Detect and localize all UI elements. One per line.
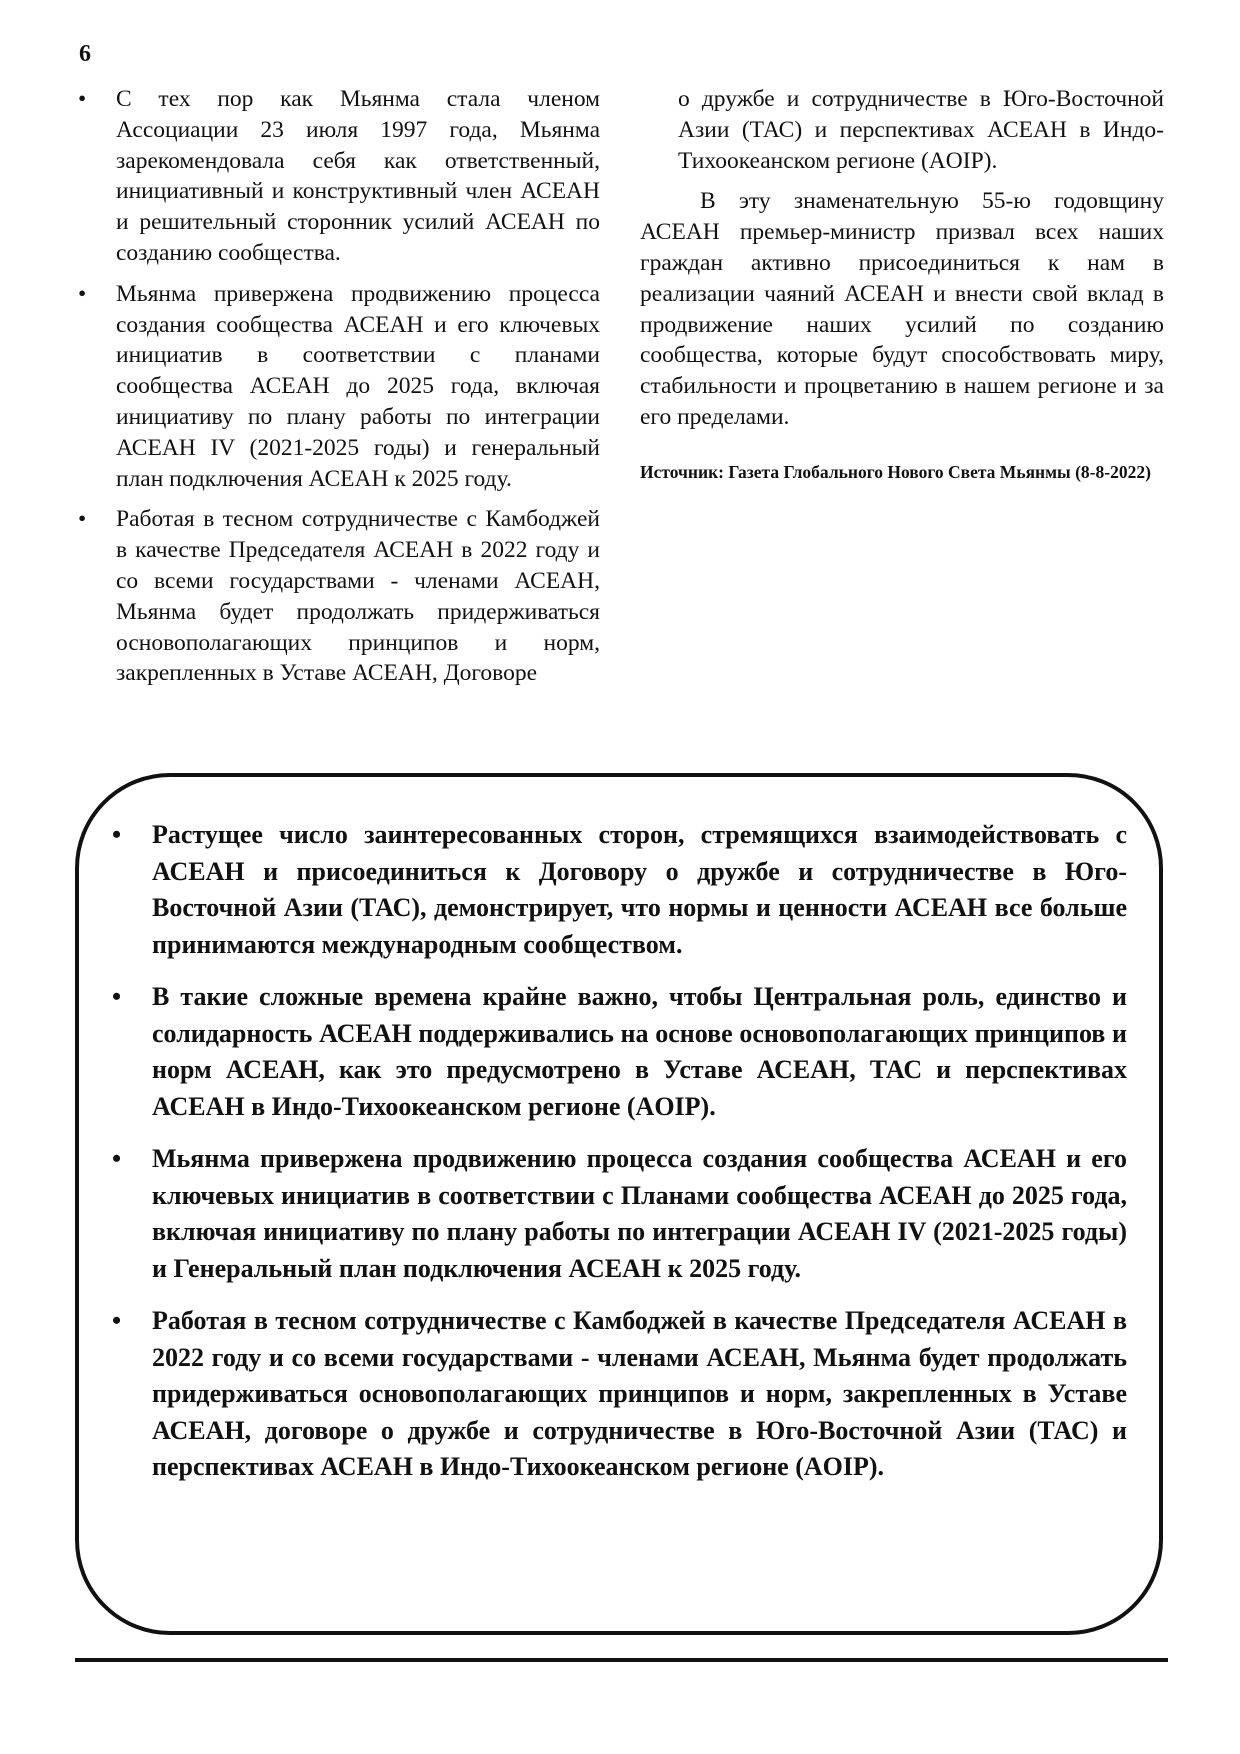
list-item-text: Работая в тесном сотрудничестве с Камбоджей в качестве Председателя АСЕАН в 2022 году и со всеми государствами - членами АСЕАН, Мьянма будет продолжать придерживаться основополагающих принципов и норм, закрепленных в Уставе АСЕАН, Договоре bbox=[116, 506, 600, 687]
callout-item-text: Работая в тесном сотрудничестве с Камбоджей в качестве Председателя АСЕАН в 2022 году и со всеми государствами - членами АСЕАН, Мьянма будет продолжать придерживаться основополагающих принципов и норм, закрепленных в Уставе АСЕАН, договоре о дружбе и сотрудничестве в Юго-Восточной Азии (ТАС) и перспективах АСЕАН в Индо-Тихоокеанском регионе (AOIP). bbox=[152, 1306, 1127, 1481]
page-number: 6 bbox=[79, 41, 91, 67]
source-citation: Источник: Газета Глобального Нового Света Мьянмы (8-8-2022) bbox=[640, 461, 1151, 482]
bullet-icon: • bbox=[112, 1306, 122, 1335]
callout-item-text: Растущее число заинтересованных сторон, стремящихся взаимодействовать с АСЕАН и присоединиться к Договору о дружбе и сотрудничестве в Юго-Восточной Азии (ТАС), демонстрирует, что нормы и ценности АСЕАН все больше принимаются международным сообществом. bbox=[152, 820, 1127, 959]
right-column bbox=[640, 84, 1164, 483]
bullet-continuation-text: о дружбе и сотрудничестве в Юго-Восточной Азии (ТАС) и перспективах АСЕАН в Индо-Тихоокеанском регионе (AOIP). bbox=[678, 86, 1164, 174]
callout-list-item bbox=[112, 979, 1127, 1125]
left-bullet-list bbox=[78, 84, 600, 689]
bullet-icon: • bbox=[78, 280, 87, 307]
bullet-icon: • bbox=[78, 506, 87, 533]
list-item bbox=[78, 504, 600, 689]
body-paragraph: В эту знаменательную 55-ю годовщину АСЕАН премьер-министр призвал всех наших граждан активно присоединиться к нам в реализации чаяний АСЕАН и внести свой вклад в продвижение наших усилий по созданию сообщества, которые будут способствовать миру, стабильности и процветанию в нашем регионе и за его пределами. bbox=[640, 188, 1164, 430]
bullet-icon: • bbox=[112, 1144, 122, 1173]
callout-item-text: В такие сложные времена крайне важно, чтобы Центральная роль, единство и солидарность АСЕАН поддерживались на основе основополагающих принципов и норм АСЕАН, как это предусмотрено в Уставе АСЕАН, ТАС и перспективах АСЕАН в Индо-Тихоокеанском регионе (AOIP). bbox=[152, 982, 1127, 1121]
list-item-text: Мьянма привержена продвижению процесса создания сообщества АСЕАН и его ключевых инициатив в соответствии с планами сообщества АСЕАН до 2025 года, включая инициативу по плану работы по интеграции АСЕАН IV (2021-2025 годы) и генеральный план подключения АСЕАН к 2025 году. bbox=[116, 280, 600, 492]
callout-list-item bbox=[112, 1303, 1127, 1486]
callout-item-text: Мьянма привержена продвижению процесса создания сообщества АСЕАН и его ключевых инициатив в соответствии с Планами сообщества АСЕАН до 2025 года, включая инициативу по плану работы по интеграции АСЕАН IV (2021-2025 годы) и Генеральный план подключения АСЕАН к 2025 году. bbox=[152, 1144, 1127, 1283]
bullet-icon: • bbox=[78, 86, 87, 112]
list-item bbox=[78, 84, 600, 269]
callout-list-item bbox=[112, 817, 1127, 963]
left-column bbox=[78, 84, 600, 699]
bottom-divider bbox=[75, 1658, 1168, 1662]
callout-list-item bbox=[112, 1141, 1127, 1287]
list-item-text: С тех пор как Мьянма стала членом Ассоциации 23 июля 1997 года, Мьянма зарекомендовала себя как ответственный, инициативный и конструктивный член АСЕАН и решительный сторонник усилий АСЕАН по созданию сообщества. bbox=[116, 86, 600, 266]
list-item bbox=[78, 279, 600, 495]
bullet-icon: • bbox=[112, 982, 122, 1011]
bullet-icon: • bbox=[112, 820, 122, 849]
callout-bullet-list bbox=[112, 817, 1127, 1502]
